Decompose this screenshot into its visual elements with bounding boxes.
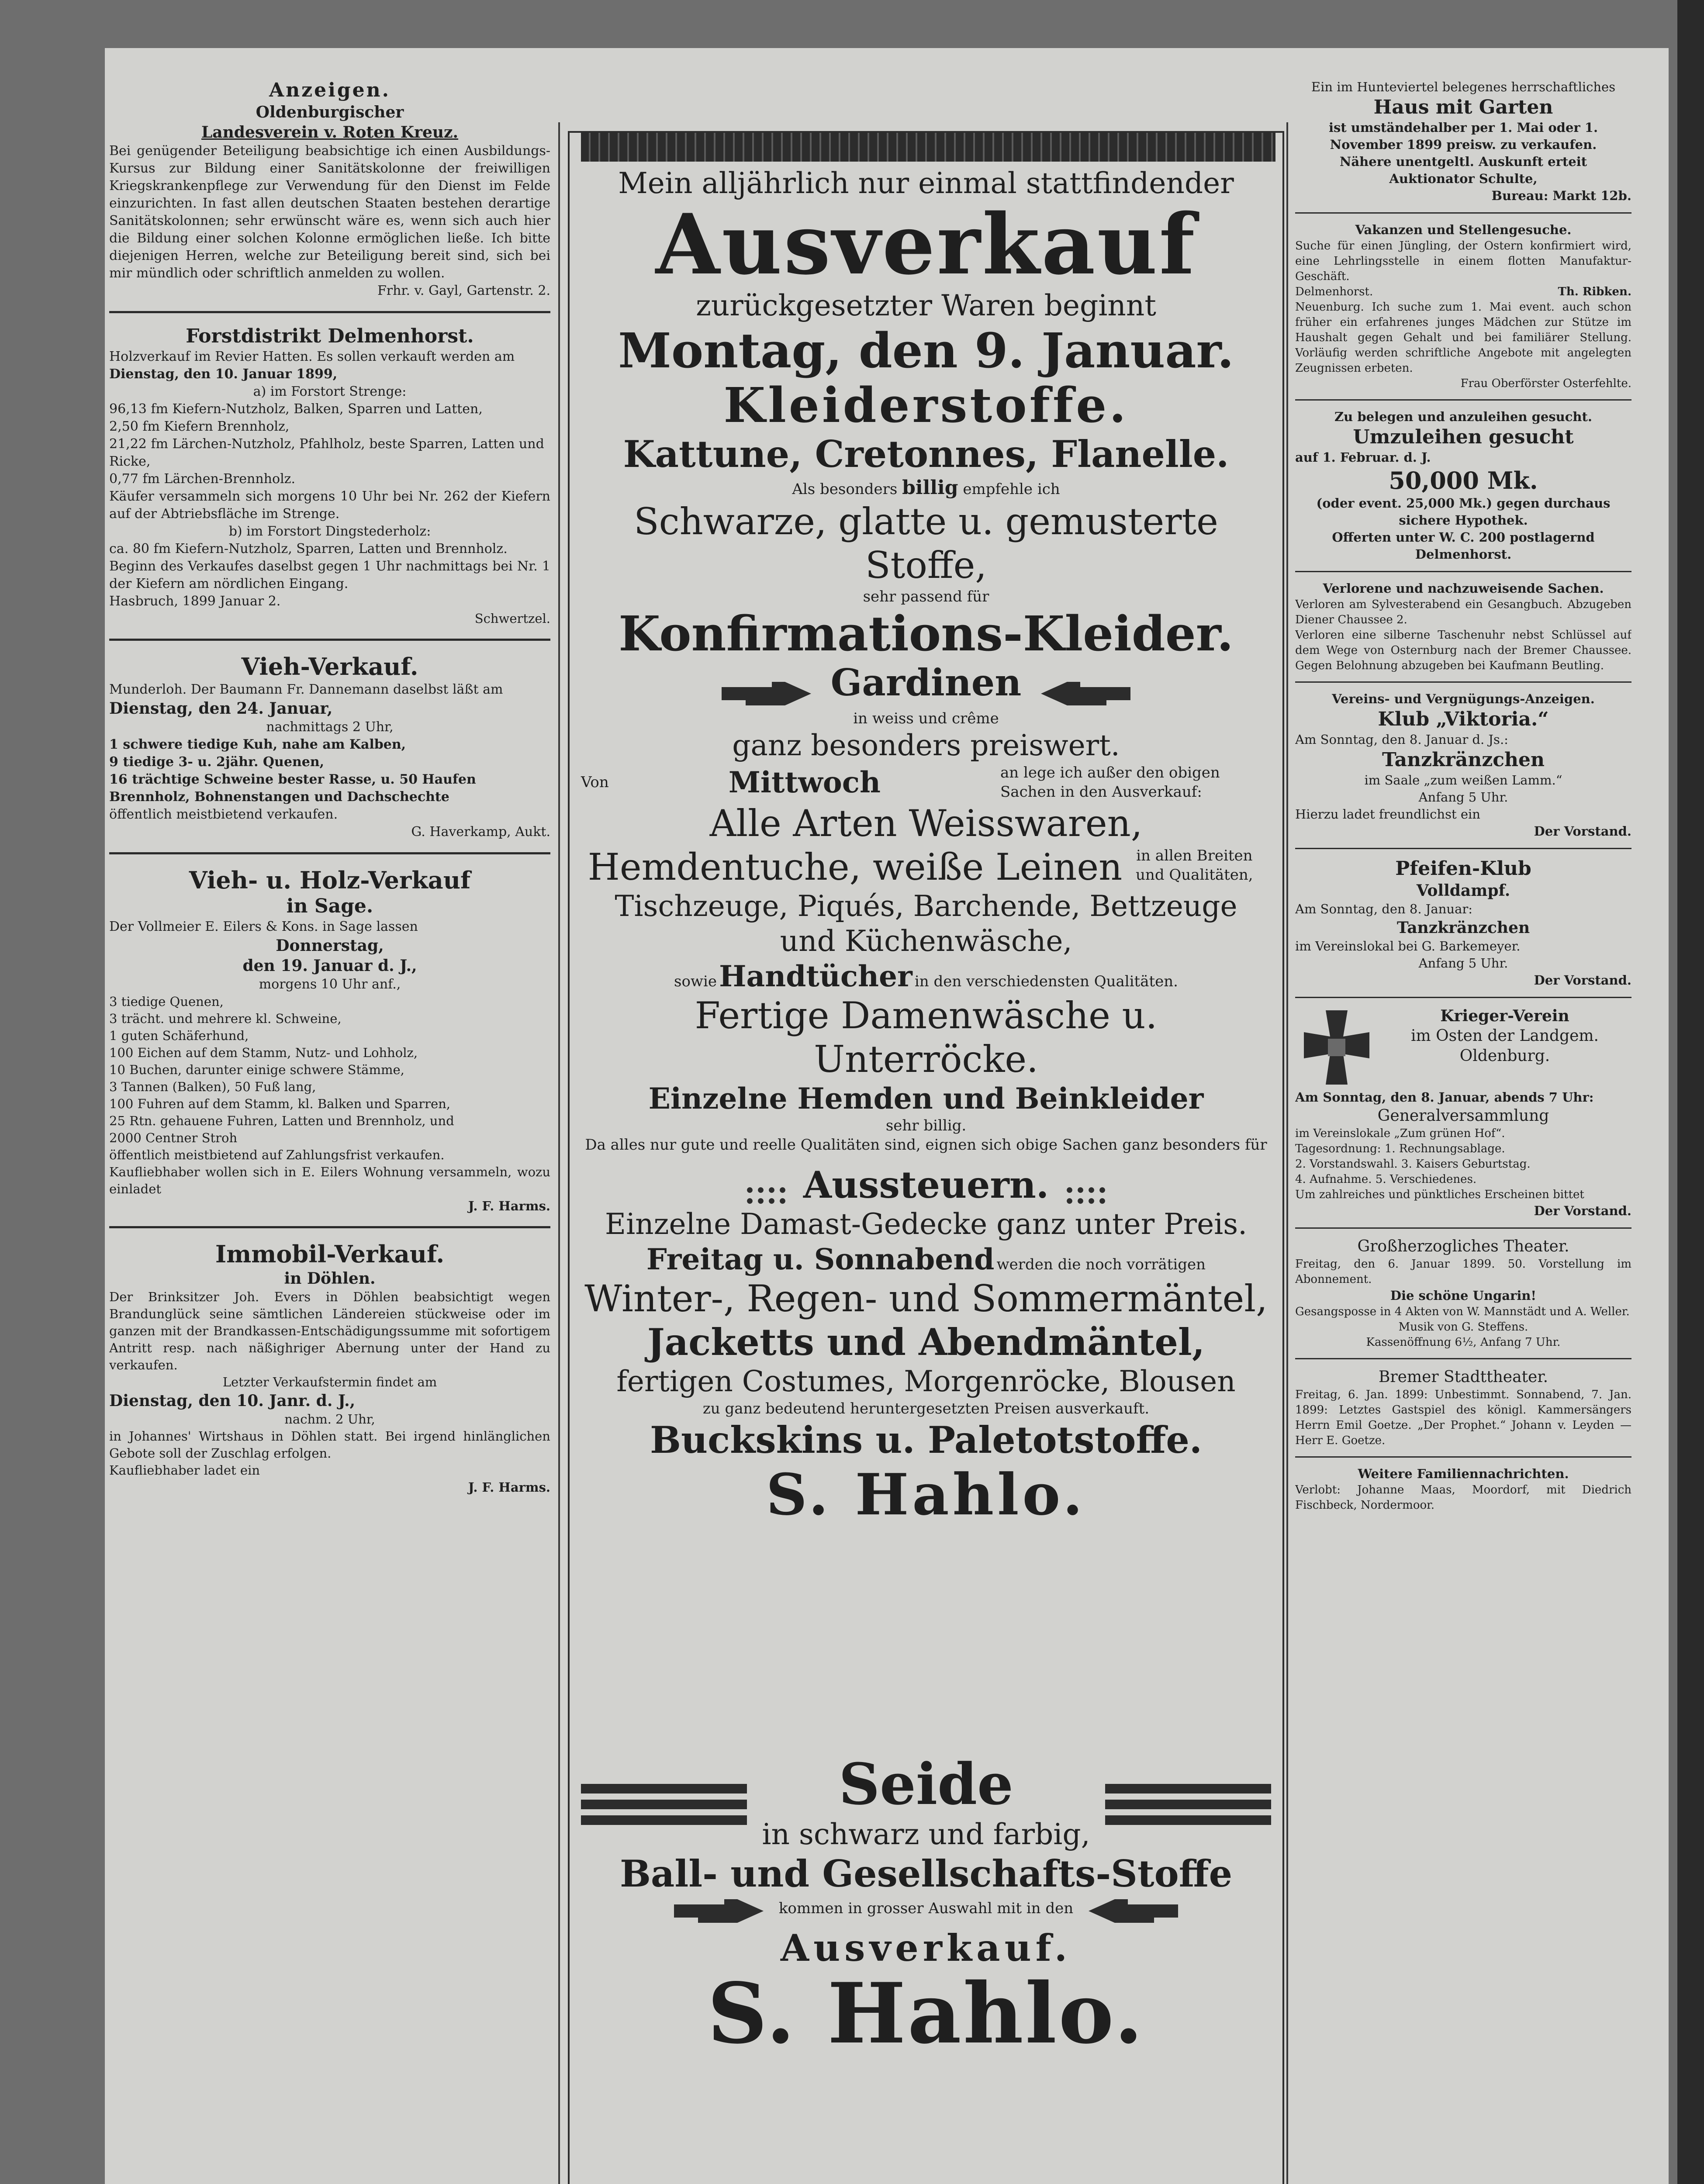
ad-text: sehr passend für [863, 588, 989, 605]
ad-text: nachm. 2 Uhr, [284, 1412, 375, 1427]
ad-list-item: 1 schwere tiedige Kuh, nahe am Kalben, [109, 737, 406, 752]
ad-signature: Der Vorstand. [1534, 824, 1631, 839]
ad-signature: Schwertzel. [474, 611, 550, 626]
ad-heading: Generalversammlung [1377, 1107, 1549, 1125]
ad-title: Großherzogliches Theater. [1357, 1237, 1569, 1255]
ad-text: Tagesordnung: 1. Rechnungsablage. [1295, 1142, 1505, 1155]
ad-date: Dienstag, den 24. Januar, [109, 699, 333, 718]
pointing-hand-left-icon [1084, 1896, 1180, 1926]
ad-text-bold: Freitag u. Sonnabend [646, 1242, 995, 1276]
ad-heading: Jacketts und Abendmäntel, [647, 1320, 1205, 1364]
ad-text: Offerten unter W. C. 200 postlagernd Delmenhorst. [1332, 530, 1595, 562]
ad-subtitle: in Döhlen. [284, 1269, 376, 1288]
ad-amount: 50,000 Mk. [1389, 467, 1538, 494]
ad-signature: Frau Oberförster Osterfehlte. [1460, 377, 1631, 390]
ad-date: Donnerstag, [276, 936, 384, 955]
ad-date: Montag, den 9. Januar. [618, 322, 1234, 379]
ad-heading: Einzelne Hemden und Beinkleider [648, 1081, 1204, 1116]
ad-signature: J. F. Harms. [468, 1199, 550, 1213]
ad-text: zu ganz bedeutend heruntergesetzten Preisen ausverkauft. [702, 1400, 1150, 1417]
ad-signature: G. Haverkamp, Aukt. [411, 824, 550, 840]
ad-text: Anfang 5 Uhr. [1418, 790, 1508, 805]
ad-text: Gesangsposse in 4 Akten von W. Mannstädt und A. Weller. [1295, 1305, 1630, 1318]
ad-text: Letzter Verkaufstermin findet am [222, 1375, 437, 1389]
divider [109, 639, 550, 641]
ad-text: im Vereinslokal bei G. Barkemeyer. [1295, 939, 1521, 954]
ad-text: Holzverkauf im Revier Hatten. Es sollen verkauft werden am [109, 349, 515, 364]
ad-text: Hasbruch, 1899 Januar 2. [109, 594, 281, 609]
divider [1295, 997, 1631, 998]
ad-text: Anfang 5 Uhr. [1418, 956, 1508, 971]
ad-title: Immobil-Verkauf. [215, 1240, 445, 1268]
ad-subtitle: Volldampf. [1416, 881, 1510, 900]
ad-text: Kaufliebhaber ladet ein [109, 1463, 260, 1478]
ad-text: werden die noch vorrätigen [996, 1255, 1206, 1273]
ad-list-item: 1 guten Schäferhund, [109, 1028, 249, 1043]
ad-text: Als besonders [792, 480, 898, 498]
decorative-stripes [581, 1778, 747, 1831]
ad-text: Von [581, 773, 609, 791]
ad-text: Freitag, 6. Jan. 1899: Unbestimmt. Sonnabend, 7. Jan. 1899: Letztes Gastspiel des königl. Kammersängers Herrn Emil Goetze. „Der Prophet.“ Johann v. Leyden — Herr E. Goetze. [1295, 1388, 1631, 1447]
ad-text: sowie [674, 972, 717, 990]
ad-title: im Osten der Landgem. [1410, 1027, 1599, 1045]
ad-title: Bremer Stadttheater. [1378, 1368, 1548, 1386]
ad-text: in allen Breiten und Qualitäten, [1136, 847, 1253, 884]
ad-seide [568, 1747, 1284, 2062]
ad-line [581, 959, 1271, 994]
ad-line [581, 1242, 1271, 1277]
ad-heading: Die schöne Ungarin! [1390, 1288, 1537, 1303]
ad-text: Am Sonntag, den 8. Januar, abends 7 Uhr: [1295, 1090, 1594, 1105]
ad-list-item: 3 Tannen (Balken), 50 Fuß lang, [109, 1079, 316, 1094]
ad-text: im Vereinslokale „Zum grünen Hof“. [1295, 1127, 1505, 1140]
divider [1295, 399, 1631, 401]
ad-text: an lege ich außer den obigen Sachen in den Ausverkauf: [1000, 764, 1220, 801]
ad-heading: fertigen Costumes, Morgenröcke, Blousen [616, 1364, 1236, 1398]
divider [1295, 571, 1631, 572]
divider [1295, 212, 1631, 214]
ad-heading: Ausverkauf. [780, 1926, 1072, 1970]
divider [109, 852, 550, 854]
ad-text: morgens 10 Uhr anf., [259, 977, 401, 992]
ad-text: Neuenburg. Ich suche zum 1. Mai event. auch schon früher ein erfahrenes junges Mädchen zur Stütze im Haushalt gegen Gehalt und bei familiärer Stellung. Vorläufig werden schriftliche Angebote mit angelegten Zeugnissen erbeten. [1295, 301, 1631, 375]
ad-heading: Schwarze, glatte u. gemusterte Stoffe, [634, 500, 1218, 587]
ad-date: Dienstag, den 10. Janr. d. J., [109, 1392, 356, 1410]
ad-text: ca. 80 fm Kiefern-Nutzholz, Sparren, Latten und Brennholz. [109, 541, 508, 556]
ad-text: Bei genügender Beteiligung beabsichtige ich einen Ausbildungs-Kursus zur Bildung einer Sanitätskolonne der freiwilligen Kriegskrankenpflege zur Verwendung für den Dienst im Felde einzurichten. In fast allen deutschen Staaten bestehen derartige Sanitätskolonnen; sehr erwünscht wäre es, wenn sich auch hier die Bildung einer solchen Kolonne ermöglichen ließe. Ich bitte diejenigen Herren, welche zur Beteiligung bereit sind, sich bei mir mündlich oder schriftlich anmelden zu wollen. [109, 143, 550, 281]
ad-title: Haus mit Garten [1373, 96, 1553, 118]
ad-headline: Ausverkauf [655, 196, 1197, 293]
ad-list-item: 100 Fuhren auf dem Stamm, kl. Balken und Sparren, [109, 1096, 451, 1111]
ad-signature: Th. Ribken. [1558, 285, 1631, 298]
ad-subline: Einzelne Damast-Gedecke ganz unter Preis. [605, 1207, 1248, 1241]
ad-heading: Kleiderstoffe. [723, 377, 1129, 433]
ad-heading: Umzuleihen gesucht [1353, 426, 1574, 448]
ad-text: empfehle ich [963, 480, 1060, 498]
ad-title: Vieh-Verkauf. [241, 653, 418, 681]
ad-heading: Winter-, Regen- und Sommermäntel, [584, 1277, 1268, 1320]
ad-text: Da alles nur gute und reelle Qualitäten sind, eignen sich obige Sachen ganz besonders für [585, 1136, 1267, 1154]
ad-title: Vakanzen und Stellengesuche. [1355, 222, 1572, 237]
ad-line [1295, 284, 1631, 300]
ad-list-item: 3 trächt. und mehrere kl. Schweine, [109, 1011, 342, 1026]
ad-text: Nähere unentgeltl. Auskunft erteit Auktionator Schulte, [1339, 154, 1587, 186]
ad-signature: Der Vorstand. [1534, 1203, 1631, 1218]
ad-heading: Tanzkränzchen [1382, 749, 1545, 771]
ad-text: nachmittags 2 Uhr, [266, 719, 394, 735]
ad-date: den 19. Januar d. J., [242, 957, 417, 975]
ad-heading: Hemdentuche, weiße Leinen [588, 845, 1123, 888]
divider [1295, 681, 1631, 683]
section-header: Anzeigen. [269, 79, 391, 101]
ad-list-item: 10 Buchen, darunter einige schwere Stämme, [109, 1062, 404, 1077]
ad-title: Verlorene und nachzuweisende Sachen. [1323, 581, 1604, 596]
ad-list-item: 96,13 fm Kiefern-Nutzholz, Balken, Sparren und Latten, [109, 401, 483, 417]
ad-text: in den verschiedensten Qualitäten. [914, 972, 1178, 990]
ad-heading: Buckskins u. Paletotstoffe. [650, 1418, 1203, 1462]
ad-text: im Saale „zum weißen Lamm.“ [1364, 773, 1562, 788]
ad-list-item: 25 Rtn. gehauene Fuhren, Latten und Brennholz, und [109, 1113, 454, 1128]
ad-intro: Mein alljährlich nur einmal stattfindender [618, 166, 1234, 200]
ad-text: öffentlich meistbietend auf Zahlungsfrist verkaufen. [109, 1147, 445, 1162]
ad-text: Am Sonntag, den 8. Januar d. Js.: [1295, 732, 1508, 747]
ad-list-item: 3 tiedige Quenen, [109, 994, 224, 1009]
ad-heading: Gardinen [830, 661, 1022, 704]
ad-title: Oldenburg. [1459, 1047, 1550, 1065]
ad-list-item: 100 Eichen auf dem Stamm, Nutz- und Lohholz, [109, 1045, 418, 1060]
ad-text-bold: Mittwoch [728, 765, 881, 799]
ad-text: 4. Aufnahme. 5. Verschiedenes. [1295, 1173, 1477, 1186]
ad-line [568, 1896, 1284, 1926]
iron-cross-icon [1295, 1006, 1378, 1089]
ad-text: Am Sonntag, den 8. Januar: [1295, 902, 1472, 916]
ad-title: Landesverein v. Roten Kreuz. [201, 123, 459, 142]
ad-heading: Alle Arten Weisswaren, [709, 802, 1143, 845]
ad-heading: und Küchenwäsche, [780, 924, 1072, 958]
decorative-stripes [1105, 1778, 1271, 1831]
divider [109, 1226, 550, 1228]
ad-text: Ein im Hunteviertel belegenes herrschaftliches [1311, 79, 1616, 94]
ad-heading: Tischzeuge, Piqués, Barchende, Bettzeuge [615, 889, 1237, 923]
page-binding-edge [1677, 0, 1704, 2184]
ad-heading: Kattune, Cretonnes, Flanelle. [623, 432, 1229, 476]
right-column [1295, 79, 1631, 2184]
ad-text: öffentlich meistbietend verkaufen. [109, 807, 338, 822]
ad-subline: in schwarz und farbig, [762, 1818, 1090, 1851]
pointing-hand-right-icon [719, 678, 816, 709]
ad-title: Oldenburgischer [256, 103, 404, 121]
column-rule [558, 122, 560, 2184]
ad-text: Käufer versammeln sich morgens 10 Uhr bei Nr. 262 der Kiefern auf der Abtriebsfläche im Strenge. [109, 489, 550, 522]
divider [1295, 1358, 1631, 1359]
ad-line [581, 845, 1271, 889]
ad-text: ist umständehalber per 1. Mai oder 1. November 1899 preisw. zu verkaufen. [1328, 120, 1598, 152]
ad-text: Der Vollmeier E. Eilers & Kons. in Sage lassen [109, 919, 418, 934]
left-column [109, 79, 550, 2184]
ornament-icon [1064, 1185, 1108, 1206]
ad-heading: Klub „Viktoria.“ [1378, 708, 1549, 730]
ad-text: Kaufliebhaber wollen sich in E. Eilers Wohnung versammeln, wozu einladet [109, 1165, 550, 1196]
ad-text: a) im Forstort Strenge: [253, 384, 407, 399]
ad-text-bold: billig [902, 477, 958, 499]
ornament-icon [744, 1185, 788, 1206]
ad-subline: ganz besonders preiswert. [732, 728, 1120, 762]
ad-heading: Ball- und Gesellschafts-Stoffe [619, 1852, 1233, 1895]
pointing-hand-left-icon [1037, 678, 1133, 709]
ad-signature: Der Vorstand. [1534, 973, 1631, 988]
ad-list-item: 0,77 fm Lärchen-Brennholz. [109, 471, 296, 487]
ad-text: Der Brinksitzer Joh. Evers in Döhlen beabsichtigt wegen Brandunglück seine sämtlichen Ländereien stückweise oder im ganzen mit der Brandkassen-Entschädigungssumme mit sofortigem Antritt resp. nach näßighriger Abernung unter der Hand zu verkaufen. [109, 1289, 550, 1372]
ad-line [581, 1163, 1271, 1207]
ad-list-item: 16 trächtige Schweine bester Rasse, u. 50 Haufen Brennholz, Bohnenstangen und Dachschechte [109, 772, 476, 805]
ad-line [581, 476, 1271, 500]
ad-text: auf 1. Februar. d. J. [1295, 450, 1431, 465]
ad-text: Verlobt: Johanne Maas, Moordorf, mit Diedrich Fischbeck, Nordermoor. [1295, 1483, 1631, 1512]
ad-subline: zurückgesetzter Waren beginnt [696, 289, 1156, 322]
ad-text: kommen in grosser Auswahl mit in den [778, 1899, 1074, 1917]
ad-signature: Frhr. v. Gayl, Gartenstr. 2. [377, 283, 550, 298]
ad-line [581, 661, 1271, 709]
ad-list-item: 2,50 fm Kiefern Brennholz, [109, 419, 290, 434]
ad-line [581, 763, 1271, 802]
ad-text: Bureau: Markt 12b. [1491, 188, 1631, 203]
ad-text-bold: Handtücher [719, 959, 912, 993]
ad-title: Pfeifen-Klub [1395, 857, 1531, 880]
ad-text: Delmenhorst. [1295, 285, 1373, 298]
ad-date: Dienstag, den 10. Januar 1899, [109, 366, 338, 382]
ad-heading: Fertige Damenwäsche u. Unterröcke. [695, 994, 1158, 1081]
ad-text: Musik von G. Steffens. [1398, 1320, 1528, 1334]
ad-text: Kassenöffnung 6½, Anfang 7 Uhr. [1366, 1336, 1561, 1349]
advertiser-name: S. Hahlo. [707, 1965, 1145, 2062]
ad-text: in weiss und crême [853, 709, 999, 727]
divider [1295, 1227, 1631, 1229]
ad-list-item: 9 tiedige 3- u. 2jähr. Quenen, [109, 754, 325, 770]
ad-text: Munderloh. Der Baumann Fr. Dannemann daselbst läßt am [109, 682, 503, 697]
ad-text: sehr billig. [885, 1116, 967, 1134]
ad-title: Weitere Familiennachrichten. [1358, 1466, 1569, 1481]
ad-heading: Seide [839, 1751, 1013, 1818]
ad-text: Um zahlreiches und pünktliches Erscheinen bittet [1295, 1188, 1584, 1201]
divider [109, 311, 550, 313]
ad-heading: Aussteuern. [803, 1163, 1049, 1206]
ad-text: in Johannes' Wirtshaus in Döhlen statt. Bei irgend hinlänglichen Gebote soll der Zuschlag erfolgen. [109, 1429, 550, 1461]
pointing-hand-right-icon [672, 1896, 768, 1926]
ad-title: Zu belegen und anzuleihen gesucht. [1334, 409, 1592, 424]
ad-title: Krieger-Verein [1440, 1007, 1569, 1025]
ad-text: Beginn des Verkaufes daselbst gegen 1 Uhr nachmittags bei Nr. 1 der Kiefern am nördlichen Eingang. [109, 559, 550, 591]
ad-text: Suche für einen Jüngling, der Ostern konfirmiert wird, eine Lehrlingsstelle in einem flotten Manufaktur-Geschäft. [1295, 239, 1631, 283]
ad-text: 2. Vorstandswahl. 3. Kaisers Geburtstag. [1295, 1158, 1531, 1171]
ad-signature: J. F. Harms. [468, 1480, 550, 1495]
advertiser-name: S. Hahlo. [766, 1461, 1086, 1528]
ad-text: Verloren am Sylvesterabend ein Gesangbuch. Abzugeben Diener Chaussee 2. [1295, 598, 1631, 626]
ad-title: Forstdistrikt Delmenhorst. [186, 325, 474, 347]
ad-text: Verloren eine silberne Taschenuhr nebst Schlüssel auf dem Wege von Osternburg nach der Bremer Chaussee. Gegen Belohnung abzugeben bei Kaufmann Beutling. [1295, 629, 1631, 672]
middle-column [568, 79, 1289, 2184]
ad-text: Freitag, den 6. Januar 1899. 50. Vorstellung im Abonnement. [1295, 1258, 1631, 1286]
ad-title: Vieh- u. Holz-Verkauf [189, 866, 471, 894]
divider [1295, 1456, 1631, 1458]
ad-text: Hierzu ladet freundlichst ein [1295, 807, 1480, 822]
ad-title: Vereins- und Vergnügungs-Anzeigen. [1332, 691, 1595, 706]
ad-text: b) im Forstort Dingstederholz: [228, 524, 431, 539]
divider [1295, 848, 1631, 849]
ad-heading: Konfirmations-Kleider. [619, 605, 1234, 662]
ad-krieger [1295, 1006, 1631, 1089]
ad-subtitle: in Sage. [286, 895, 373, 917]
ad-heading: Tanzkränzchen [1396, 919, 1530, 937]
ad-list-item: 21,22 fm Lärchen-Nutzholz, Pfahlholz, beste Sparren, Latten und Ricke, [109, 436, 544, 469]
ad-list-item: 2000 Centner Stroh [109, 1130, 238, 1145]
ad-text: (oder event. 25,000 Mk.) gegen durchaus sichere Hypothek. [1316, 496, 1611, 528]
